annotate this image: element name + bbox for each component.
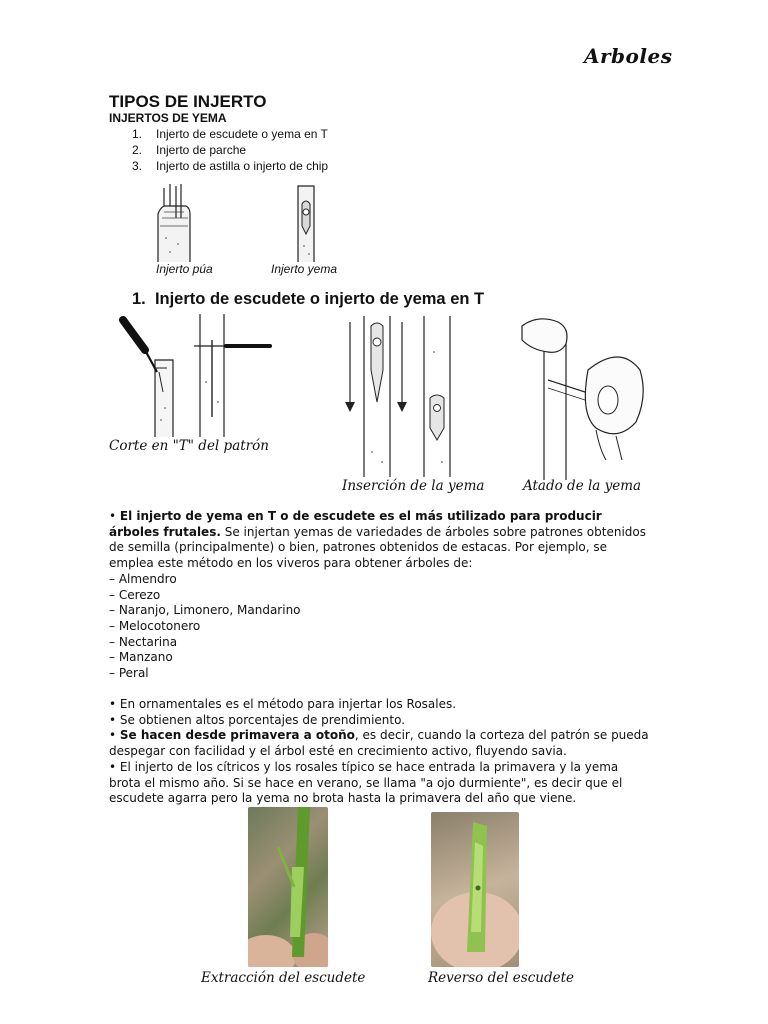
caption-bud-insertion: Inserción de la yema [342,478,485,494]
list-item: – Manzano [109,650,173,665]
bud-tying-illustration [508,310,648,480]
section-subtitle: INJERTOS DE YEMA [109,111,227,125]
paragraph-text: Se injertan yemas de variedades de árboles sobre patrones obtenidos de semilla (principalmente) o bien, patrones obtenidos de estacas. Por ejemplo, se emplea este método en los viveros para obtener árboles de: [109,524,646,571]
paragraph-main [109,509,649,572]
tree-list [109,572,649,682]
list-label: Injerto de astilla o injerto de chip [156,159,329,173]
page-title: TIPOS DE INJERTO [109,92,267,111]
note-ornamental: • En ornamentales es el método para injertar los Rosales. [109,697,457,711]
notes-block [109,697,649,807]
section-heading [132,290,484,309]
note-citrus-roses: • El injerto de los cítricos y los rosales típico se hace entrada la primavera y la yema brota el mismo año. Si se hace en verano, se llama "a ojo durmiente", es decir que el escudete agarra pero la yema no brota hasta la primavera del año que viene. [109,759,623,806]
paragraph-text: , es decir, cuando la corteza del patrón se pueda despegar con facilidad y el árbol esté en crecimiento activo, fluyendo savia. [109,728,649,759]
list-label: Injerto de parche [156,143,247,157]
caption-scion-graft: Injerto púa [156,262,213,276]
section-title: Injerto de escudete o injerto de yema en T [154,290,485,308]
list-label: Injerto de escudete o yema en T [156,127,328,141]
graft-types-list [132,126,328,174]
list-item: – Nectarina [109,634,178,649]
t-cut-stem-illustration [190,312,275,437]
caption-bud-tying: Atado de la yema [523,478,642,494]
list-item: – Almendro [109,571,177,586]
bullet-mark: • [109,728,117,743]
list-item: – Peral [109,666,149,681]
caption-t-cut: Corte en "T" del patrón [109,438,269,454]
caption-bud-graft: Injerto yema [271,262,338,276]
caption-reverse: Reverso del escudete [428,970,575,986]
list-item: – Naranjo, Limonero, Mandarino [109,603,301,618]
note-success-rate: • Se obtienen altos porcentajes de prendimiento. [109,712,406,727]
list-item: – Melocotonero [109,618,201,633]
page-header-title: Arboles [584,44,673,68]
list-item [132,158,328,174]
intro-paragraph [109,509,649,682]
emphasis-text: El injerto de yema en T o de escudete es el más utilizado para producir árboles frutales. [109,509,602,539]
photo-reverse-escudete [431,812,519,967]
caption-extraction: Extracción del escudete [201,970,366,986]
list-number: 1. [132,127,143,141]
list-item [132,142,328,158]
emphasis-text: Se hacen desde primavera a otoño [119,728,355,743]
t-cut-knife-illustration [115,312,185,437]
bullet-mark: • [109,509,117,523]
list-number: 3. [132,159,143,173]
list-item: – Cerezo [109,587,161,602]
scion-graft-illustration [150,182,200,262]
note-season [109,728,649,759]
bud-insertion-illustration [338,312,473,477]
section-number: 1. [132,290,146,308]
list-number: 2. [132,143,143,157]
bud-graft-illustration [292,182,322,262]
photo-extraction-escudete [248,807,328,967]
list-item [132,126,328,142]
